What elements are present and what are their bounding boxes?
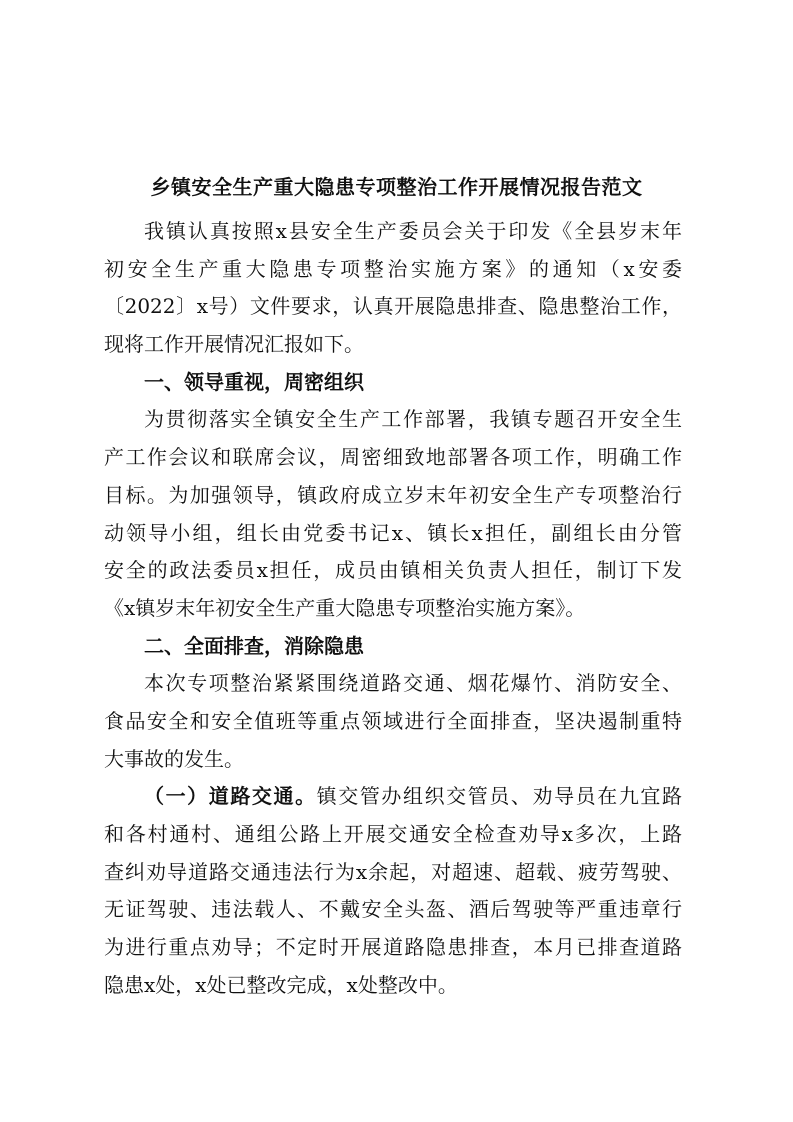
intro-line: 〔2022〕x号）文件要求，认真开展隐患排查、隐患整治工作，	[104, 294, 682, 319]
document-body	[104, 213, 682, 1004]
intro-paragraph	[104, 213, 682, 364]
intro-line: 初安全生产重大隐患专项整治实施方案》的通知（x安委	[104, 256, 682, 281]
item-1-paragraph	[104, 778, 682, 1004]
paragraph-line: 本次专项整治紧紧围绕道路交通、烟花爆竹、消防安全、	[144, 671, 682, 696]
item-1-first-line	[104, 778, 682, 816]
paragraph-line: 为进行重点劝导；不定时开展道路隐患排查，本月已排查道路	[104, 935, 682, 960]
section-heading-1: 一、领导重视，周密组织	[144, 369, 364, 394]
paragraph-line: 动领导小组，组长由党委书记x、镇长x担任，副组长由分管	[104, 520, 682, 545]
item-1-first-line-text: 镇交管办组织交管员、劝导员在九宜路	[316, 784, 683, 809]
paragraph-line: 无证驾驶、违法载人、不戴安全头盔、酒后驾驶等严重违章行	[104, 897, 682, 922]
paragraph-line: 目标。为加强领导，镇政府成立岁末年初安全生产专项整治行	[104, 482, 682, 507]
paragraph-line: 为贯彻落实全镇安全生产工作部署，我镇专题召开安全生	[144, 407, 682, 432]
intro-line: 现将工作开展情况汇报如下。	[104, 332, 364, 357]
item-1-label: （一）道路交通。	[144, 784, 317, 809]
paragraph-line: 隐患x处，x处已整改完成，x处整改中。	[104, 972, 458, 997]
paragraph-line: 大事故的发生。	[104, 746, 244, 771]
paragraph-line: 安全的政法委员x担任，成员由镇相关负责人担任，制订下发	[104, 558, 682, 583]
paragraph-line: 《x镇岁末年初安全生产重大隐患专项整治实施方案》。	[104, 595, 586, 620]
paragraph-line: 查纠劝导道路交通违法行为x余起，对超速、超载、疲劳驾驶、	[104, 859, 682, 884]
section-heading-2: 二、全面排查，消除隐患	[144, 633, 364, 658]
intro-line: 我镇认真按照x县安全生产委员会关于印发《全县岁末年	[144, 219, 682, 243]
section-1-paragraph	[104, 401, 682, 627]
paragraph-line: 产工作会议和联席会议，周密细致地部署各项工作，明确工作	[104, 445, 682, 470]
paragraph-line: 食品安全和安全值班等重点领域进行全面排查，坚决遏制重特	[104, 708, 682, 733]
section-2-paragraph	[104, 665, 682, 778]
document-title: 乡镇安全生产重大隐患专项整治工作开展情况报告范文	[150, 175, 643, 199]
paragraph-line: 和各村通村、通组公路上开展交通安全检查劝导x多次，上路	[104, 822, 682, 846]
